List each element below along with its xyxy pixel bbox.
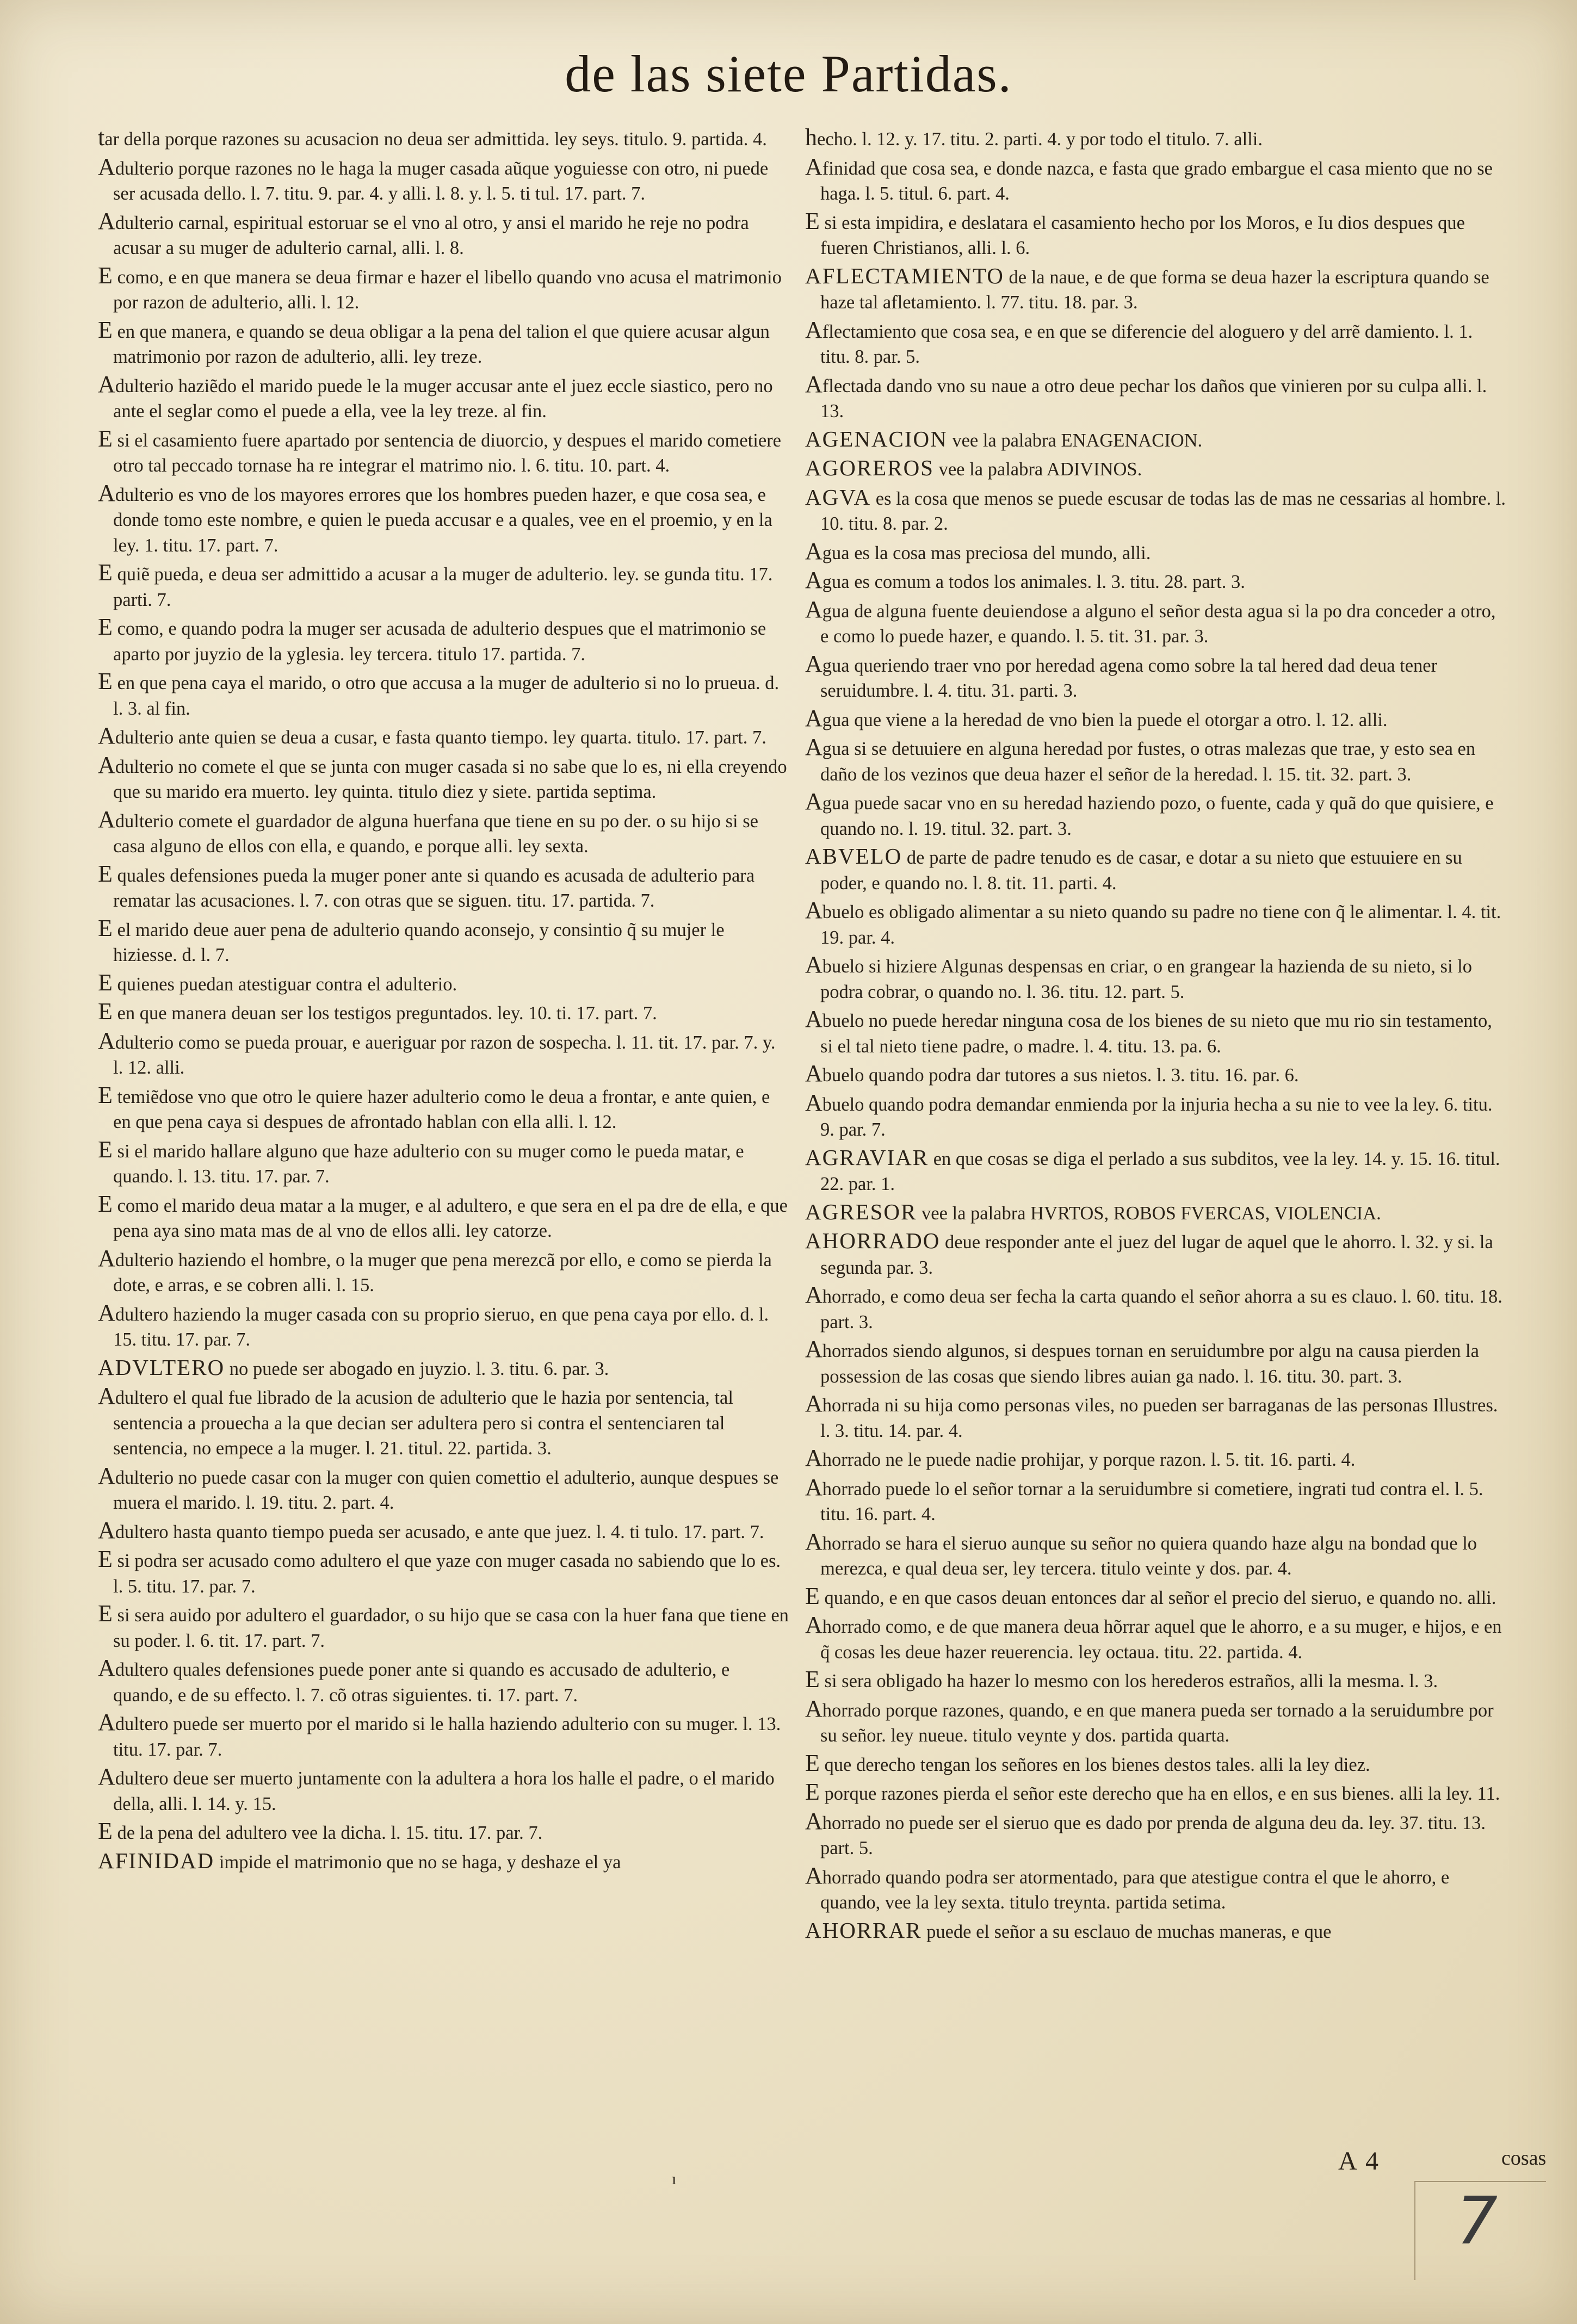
index-entry: Adulterio es vno de los mayores errores que los hombres pueden hazer, e que cosa sea, e donde tomo este nombre, e quien le pueda accusar e a quales, vee en el proemio, y en la ley. 1. titu. 17. part. 7. <box>98 479 772 556</box>
index-entry: AHORRADO deue responder ante el juez del lugar de aquel que le ahorro. l. 32. y si. la segunda par. 3. <box>805 1228 1493 1278</box>
index-entry: Ahorrado puede lo el señor tornar a la seruidumbre si cometiere, ingrati tud contra el. l. 5. titu. 16. part. 4. <box>805 1473 1483 1524</box>
gutter-mark: ı <box>672 2170 677 2188</box>
index-entry: E en que manera deuan ser los testigos preguntados. ley. 10. ti. 17. part. 7. <box>98 998 657 1025</box>
index-entry: Abuelo no puede heredar ninguna cosa de los bienes de su nieto que mu rio sin testamento, si el tal nieto tiene padre, o madre. l. 4. titu. 13. pa. 6. <box>805 1006 1492 1057</box>
catchword: cosas <box>1501 2147 1547 2170</box>
index-entry: E como, e en que manera se deua firmar e hazer el libello quando vno acusa el matrimonio por razon de adulterio, alli. l. 12. <box>98 262 782 313</box>
index-entry: Afinidad que cosa sea, e donde nazca, e fasta que grado embargue el casa miento que no se haga. l. 5. titul. 6. part. 4. <box>805 153 1493 204</box>
index-entry: AGOREROS vee la palabra ADIVINOS. <box>805 455 1142 480</box>
index-entry: E como el marido deua matar a la muger, e al adultero, e que sera en el pa dre de ella, e que pena aya sino mata mas de al vno de ellos alli. ley catorze. <box>98 1190 788 1241</box>
index-entry: Ahorrado quando podra ser atormentado, para que atestigue contra el que le ahorro, e quando, vee la ley sexta. titulo treynta. partida setima. <box>805 1862 1450 1913</box>
index-entry: Ahorrados siendo algunos, si despues tornan en seruidumbre por algu na causa pierden la possession de las cosas que siendo libres auian ga nado. l. 16. titu. 30. part. 3. <box>805 1336 1479 1387</box>
index-entry: Ahorrado se hara el sieruo aunque su señor no quiera quando haze algu na bondad que lo merezca, e qual deua ser, ley tercera. titulo veinte y dos. par. 4. <box>805 1528 1477 1579</box>
handwritten-folio-number: 7 <box>1456 2184 1498 2259</box>
index-entry: Abuelo quando podra demandar enmienda por la injuria hecha a su nie to vee la ley. 6. titu. 9. par. 7. <box>805 1089 1493 1140</box>
index-entry: E quienes puedan atestiguar contra el adulterio. <box>98 969 457 996</box>
index-entry: hecho. l. 12. y. 17. titu. 2. parti. 4. y por todo el titulo. 7. alli. <box>805 125 1263 151</box>
index-entry: AGENACION vee la palabra ENAGENACION. <box>805 426 1203 451</box>
index-entry: E como, e quando podra la muger ser acusada de adulterio despues que el matrimonio se aparto por juyzio de la yglesia. ley tercera. titulo 17. partida. 7. <box>98 613 766 665</box>
index-entry: Agua es la cosa mas preciosa del mundo, alli. <box>805 537 1151 565</box>
index-entry: E si sera obligado ha hazer lo mesmo con los herederos estraños, alli la mesma. l. 3. <box>805 1666 1438 1693</box>
index-entry: Adulterio haziendo el hombre, o la muger que pena merezcã por ello, e como se pierda la dote, e arras, e se cobren alli. l. 15. <box>98 1244 772 1296</box>
right-column <box>805 125 1507 2148</box>
index-entry: Adulterio ante quien se deua a cusar, e fasta quanto tiempo. ley quarta. titulo. 17. part. 7. <box>98 722 766 749</box>
index-entry: E temiẽdose vno que otro le quiere hazer adulterio como le deua a frontar, e ante quien, e en que pena caya si despues de afrontado hablan con ella alli. l. 12. <box>98 1081 770 1132</box>
running-head: de las siete Partidas. <box>565 45 1012 103</box>
index-entry: Abuelo es obligado alimentar a su nieto quando su padre no tiene con q̃ le alimentar. l. 4. tit. 19. par. 4. <box>805 897 1501 948</box>
index-entry: Agua es comum a todos los animales. l. 3. titu. 28. part. 3. <box>805 567 1245 593</box>
index-entry: E quando, e en que casos deuan entonces dar al señor el precio del sieruo, e quando no. alli. <box>805 1582 1496 1609</box>
index-entry: ADVLTERO no puede ser abogado en juyzio. l. 3. titu. 6. par. 3. <box>98 1354 609 1380</box>
index-entry: Adulterio haziẽdo el marido puede le la muger accusar ante el juez eccle siastico, pero no ante el seglar como el puede a ella, vee la ley treze. al fin. <box>98 370 773 422</box>
index-entry: Agua que viene a la heredad de vno bien la puede el otorgar a otro. l. 12. alli. <box>805 704 1388 732</box>
index-entry: Adulterio comete el guardador de alguna huerfana que tiene en su po der. o su hijo si se casa alguno de ellos con ella, e quando, e porque alli. ley sexta. <box>98 805 758 857</box>
left-column <box>98 125 789 2148</box>
signature-mark: A 4 <box>1338 2147 1381 2176</box>
index-entry: Adulterio porque razones no le haga la muger casada aũque yoguiesse con otro, ni puede ser acusada dello. l. 7. titu. 9. par. 4. y alli. l. 8. y. l. 5. ti tul. 17. part. 7. <box>98 153 769 204</box>
index-entry: AGVA es la cosa que menos se puede escusar de todas las de mas ne cessarias al hombre. l. 10. titu. 8. par. 2. <box>805 484 1506 534</box>
index-entry: AFINIDAD impide el matrimonio que no se haga, y deshaze el ya <box>98 1848 621 1873</box>
index-entry: E si el casamiento fuere apartado por sentencia de diuorcio, y despues el marido cometiere otro tal peccado tornase ha re integrar el matrimo nio. l. 6. titu. 10. part. 4. <box>98 425 781 476</box>
index-entry: Abuelo si hiziere Algunas despensas en criar, o en grangear la hazienda de su nieto, si lo podra cobrar, o quando no. l. 36. titu. 12. part. 5. <box>805 951 1472 1002</box>
index-entry: AGRAVIAR en que cosas se diga el perlado a sus subditos, vee la ley. 14. y. 15. 16. titul. 22. par. 1. <box>805 1144 1500 1194</box>
index-entry: Aflectamiento que cosa sea, e en que se diferencie del aloguero y del arrẽ damiento. l. 1. titu. 8. par. 5. <box>805 316 1473 367</box>
index-entry: E en que manera, e quando se deua obligar a la pena del talion el que quiere acusar algun matrimonio por razon de adulterio, alli. ley treze. <box>98 316 770 367</box>
index-entry: E si sera auido por adultero el guardador, o su hijo que se casa con la huer fana que tiene en su poder. l. 6. tit. 17. part. 7. <box>98 1600 789 1651</box>
index-entry: E si podra ser acusado como adultero el que yaze con muger casada no sabiendo que lo es. l. 5. titu. 17. par. 7. <box>98 1546 781 1597</box>
index-entry: Ahorrado, e como deua ser fecha la carta quando el señor ahorra a su es clauo. l. 60. titu. 18. part. 3. <box>805 1281 1502 1333</box>
index-entry: E que derecho tengan los señores en los bienes destos tales. alli la ley diez. <box>805 1749 1370 1776</box>
index-entry: E quales defensiones pueda la muger poner ante si quando es acusada de adulterio para rematar las acusaciones. l. 7. con otras que se siguen. titu. 17. partida. 7. <box>98 860 755 911</box>
index-entry: Aflectada dando vno su naue a otro deue pechar los daños que vinieren por su culpa alli. l. 13. <box>805 370 1487 422</box>
index-entry: E en que pena caya el marido, o otro que accusa a la muger de adulterio si no lo prueua. d. l. 3. al fin. <box>98 668 780 719</box>
index-entry: AGRESOR vee la palabra HVRTOS, ROBOS FVERCAS, VIOLENCIA. <box>805 1199 1381 1224</box>
index-entry: Adulterio carnal, espiritual estoruar se el vno al otro, y ansi el marido he reje no podra acusar a su muger de adulterio carnal, alli. l. 8. <box>98 207 749 258</box>
index-entry: Adultero hasta quanto tiempo pueda ser acusado, e ante que juez. l. 4. ti tulo. 17. part. 7. <box>98 1516 764 1544</box>
index-entry: E de la pena del adultero vee la dicha. l. 15. titu. 17. par. 7. <box>98 1818 543 1844</box>
index-entry: Adultero deue ser muerto juntamente con la adultera a hora los halle el padre, o el marido della, alli. l. 14. y. 15. <box>98 1763 775 1814</box>
index-entry: Ahorrado como, e de que manera deua hõrrar aquel que le ahorro, e a su muger, e hijos, e en q̃ cosas les deue hazer reuerencia. ley octaua. titu. 22. partida. 4. <box>805 1612 1502 1663</box>
index-entry: Adultero el qual fue librado de la acusion de adulterio que le hazia por sentencia, tal sentencia a prouecha a la que decian ser adultera pero si contra el sentenciaren tal sentencia, no empece a la muger. l. 21. titul. 22. partida. 3. <box>98 1383 733 1459</box>
index-entry: E si esta impidira, e deslatara el casamiento hecho por los Moros, e Iu dios despues que fueren Christianos, alli. l. 6. <box>805 207 1465 258</box>
index-entry: E si el marido hallare alguno que haze adulterio con su muger como le pueda matar, e quando. l. 13. titu. 17. par. 7. <box>98 1136 744 1187</box>
index-entry: Adulterio no comete el que se junta con muger casada si no sabe que lo es, ni ella creyendo que su marido era muerto. ley quinta. titulo diez y siete. partida septima. <box>98 751 787 802</box>
index-entry: Agua queriendo traer vno por heredad agena como sobre la tal hered dad deua tener seruidumbre. l. 4. titu. 31. parti. 3. <box>805 650 1438 701</box>
index-entry: Ahorrado no puede ser el sieruo que es dado por prenda de alguna deu da. ley. 37. titu. 13. part. 5. <box>805 1807 1486 1858</box>
index-entry: AHORRAR puede el señor a su esclauo de muchas maneras, e que <box>805 1917 1332 1943</box>
index-entry: E porque razones pierda el señor este derecho que ha en ellos, e en sus bienes. alli la ley. 11. <box>805 1778 1500 1805</box>
index-entry: Adulterio no puede casar con la muger con quien comettio el adulterio, aunque despues se muera el marido. l. 19. titu. 2. part. 4. <box>98 1462 779 1513</box>
index-entry: Ahorrado ne le puede nadie prohijar, y porque razon. l. 5. tit. 16. parti. 4. <box>805 1445 1356 1471</box>
index-entry: Adulterio como se pueda prouar, e aueriguar por razon de sospecha. l. 11. tit. 17. par. 7. y. l. 12. alli. <box>98 1027 776 1078</box>
index-entry: Adultero puede ser muerto por el marido si le halla haziendo adulterio con su muger. l. 13. titu. 17. par. 7. <box>98 1709 781 1760</box>
index-entry: Ahorrada ni su hija como personas viles, no pueden ser barraganas de las personas Illustres. l. 3. titu. 14. par. 4. <box>805 1390 1498 1441</box>
index-entry: Ahorrado porque razones, quando, e en que manera pueda ser tornado a la seruidumbre por su señor. ley nueue. titulo veynte y dos. partida quarta. <box>805 1695 1494 1746</box>
index-entry: E quiẽ pueda, e deua ser admittido a acusar a la muger de adulterio. ley. se gunda titu. 17. parti. 7. <box>98 559 773 610</box>
index-entry: AFLECTAMIENTO de la naue, e de que forma se deua hazer la escriptura quando se haze tal afletamiento. l. 77. titu. 18. par. 3. <box>805 263 1489 313</box>
index-entry: tar della porque razones su acusacion no deua ser admittida. ley seys. titulo. 9. partida. 4. <box>98 125 767 151</box>
index-entry: Agua de alguna fuente deuiendose a alguno el señor desta agua si la po dra conceder a otro, e como lo puede hazer, e quando. l. 5. tit. 31. par. 3. <box>805 596 1496 647</box>
index-entry: E el marido deue auer pena de adulterio quando aconsejo, y consintio q̃ su mujer le hiziesse. d. l. 7. <box>98 914 725 965</box>
index-entry: Abuelo quando podra dar tutores a sus nietos. l. 3. titu. 16. par. 6. <box>805 1060 1299 1087</box>
index-entry: Adultero haziendo la muger casada con su proprio sieruo, en que pena caya por ello. d. l. 15. titu. 17. par. 7. <box>98 1299 769 1350</box>
index-entry: Agua si se detuuiere en alguna heredad por fustes, o otras malezas que trae, y esto sea en daño de los vezinos que deua hazer el señor de la heredad. l. 15. tit. 32. part. 3. <box>805 734 1476 785</box>
index-entry: Agua puede sacar vno en su heredad haziendo pozo, o fuente, cada y quã do que quisiere, e quando no. l. 19. titul. 32. part. 3. <box>805 788 1494 839</box>
index-entry: Adultero quales defensiones puede poner ante si quando es accusado de adulterio, e quando, e de su effecto. l. 7. cõ otras siguientes. ti. 17. part. 7. <box>98 1654 730 1706</box>
index-entry: ABVELO de parte de padre tenudo es de casar, e dotar a su nieto que estuuiere en su poder, e quando no. l. 8. tit. 11. parti. 4. <box>805 844 1462 894</box>
